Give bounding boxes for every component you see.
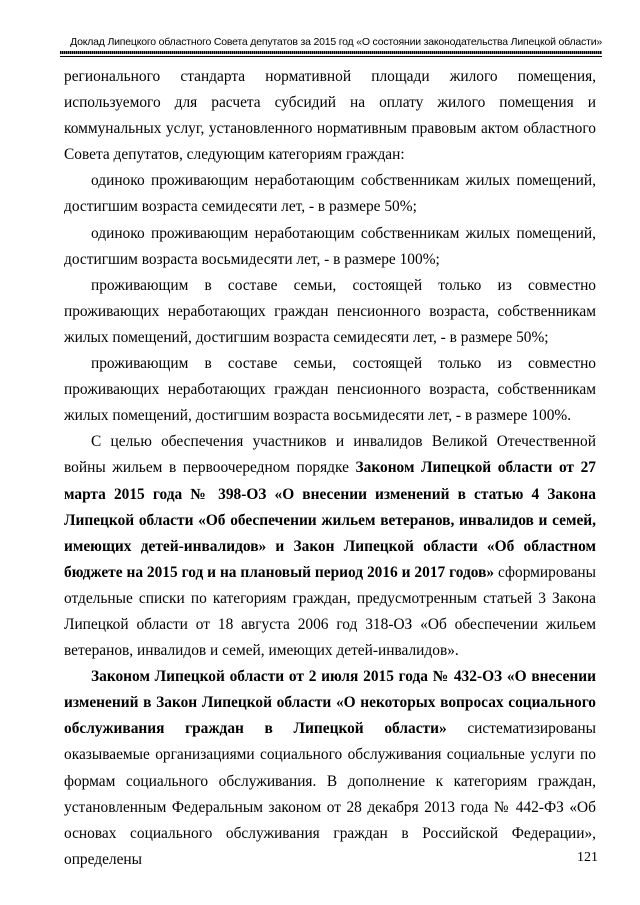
paragraph-item-4: проживающим в составе семьи, состоящей только из совместно проживающих неработающих граждан пенсионного возраста, собственникам жилых помещений, достигшим возраста восьмидесяти лет, - в размере 100%.: [64, 355, 596, 425]
paragraph-continuation: регионального стандарта нормативной площади жилого помещения, используемого для расчета субсидий на оплату жилого помещения и коммунальных услуг, установленного нормативным правовым актом областного Совета депутатов, следующим категориям граждан:: [64, 68, 596, 164]
paragraph-law-398: [64, 429, 596, 664]
header-rule-thin: [60, 56, 602, 57]
paragraph-item-3: проживающим в составе семьи, состоящей только из совместно проживающих неработающих граждан пенсионного возраста, собственникам жилых помещений, достигшим возраста семидесяти лет, - в размере 50%;: [64, 276, 596, 346]
paragraph-text: С целью обеспечения участников и инвалидов Великой Отечественной войны жильем в первоочередном порядке: [64, 433, 596, 477]
paragraph-text: сформированы отдельные списки по категориям граждан, предусмотренным статьей 3 Закона Липецкой области от 18 августа 2006 год 318-ОЗ «Об обеспечении жильем ветеранов, инвалидов и семей, имеющих детей-инвалидов».: [64, 563, 596, 660]
law-reference-bold: Законом Липецкой области от 2 июля 2015 года № 432-ОЗ «О внесении изменений в Закон Липецкой области «О некоторых вопросах социального обслуживания граждан в Липецкой области»: [64, 668, 596, 738]
header-rule-thick: [60, 51, 602, 54]
paragraph-text: систематизированы оказываемые организациями социального обслуживания социальные услуги по формам социального обслуживания. В дополнение к категориям граждан, установленным Федеральным законом от 28 декабря 2013 года № 442-ФЗ «Об основах социального обслуживания граждан в Российской Федерации», определены: [64, 720, 596, 868]
page-number: 121: [577, 850, 598, 865]
paragraph-law-432: [64, 664, 596, 873]
body-text: [64, 64, 596, 873]
law-reference-bold: Законом Липецкой области от 27 марта 2015 года № 398-ОЗ «О внесении изменений в статью 4 Закона Липецкой области «Об обеспечении жильем ветеранов, инвалидов и семей, имеющих детей-инвалидов» и Закон Липецкой области «Об областном бюджете на 2015 год и на плановый период 2016 и 2017 годов»: [64, 459, 596, 581]
paragraph-item-2: одиноко проживающим неработающим собственникам жилых помещений, достигшим возраста восьмидесяти лет, - в размере 100%;: [64, 224, 596, 268]
running-header: Доклад Липецкого областного Совета депутатов за 2015 год «О состоянии законодательства Липецкой области»: [70, 36, 602, 48]
paragraph-item-1: одиноко проживающим неработающим собственникам жилых помещений, достигшим возраста семидесяти лет, - в размере 50%;: [64, 172, 596, 216]
